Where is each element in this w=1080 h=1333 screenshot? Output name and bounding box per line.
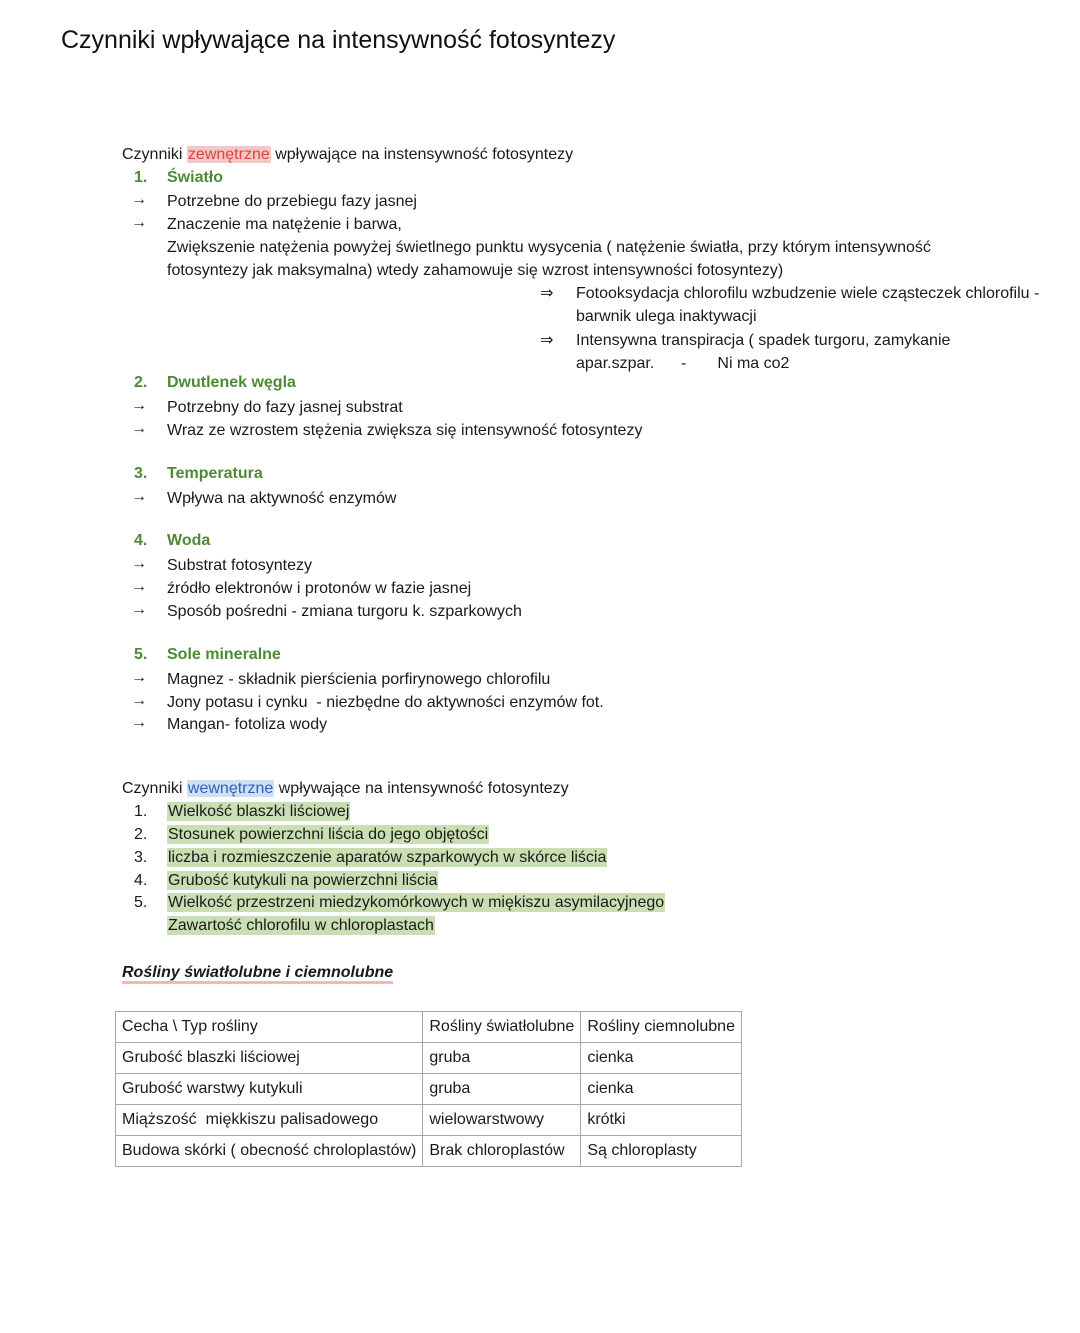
page-title: Czynniki wpływające na intensywność fotosyntezy [61, 26, 616, 54]
intro-prefix: Czynniki [122, 780, 183, 797]
factor-number: 1. [134, 169, 148, 186]
table-cell: krótki [581, 1105, 742, 1136]
intro-suffix: wpływające na instensywność fotosyntezy [275, 146, 574, 163]
table-cell: Budowa skórki ( obecność chroloplastów) [116, 1136, 423, 1167]
effect-item: apar.szpar. - Ni ma co2 [576, 355, 790, 372]
list-item: Potrzebny do fazy jasnej substrat [167, 399, 403, 416]
external-intro [122, 146, 573, 164]
table-cell: Brak chloroplastów [423, 1136, 581, 1167]
list-item [167, 803, 350, 821]
arrow-icon: → [131, 714, 147, 731]
table-cell: wielowarstwowy [423, 1105, 581, 1136]
table-row [116, 1074, 742, 1105]
table-header-cell: Rośliny ciemnolubne [581, 1012, 742, 1043]
arrow-icon: → [131, 692, 147, 709]
double-arrow-icon: ⇒ [540, 332, 554, 349]
highlighted-text: Grubość kutykuli na powierzchni liścia [168, 872, 438, 889]
table-header-row [116, 1012, 742, 1043]
list-item: Zwiększenie natężenia powyżej świetlnego punktu wysycenia ( natężenie światła, przy którym intensywność [167, 239, 931, 256]
arrow-icon: → [131, 488, 147, 505]
list-item: Potrzebne do przebiegu fazy jasnej [167, 193, 417, 210]
section-heading [122, 964, 393, 982]
factor-temperature-heading: Temperatura [167, 465, 263, 482]
heading-text: Rośliny światłolubne i ciemnolubne [122, 964, 393, 984]
table-header-cell: Rośliny światłolubne [423, 1012, 581, 1043]
comparison-table [115, 1011, 742, 1167]
list-item: źródło elektronów i protonów w fazie jasnej [167, 580, 472, 597]
list-item: fotosyntezy jak maksymalna) wtedy zahamowuje się wzrost intensywności fotosyntezy) [167, 262, 784, 279]
arrow-icon: → [131, 214, 147, 231]
arrow-icon: → [131, 578, 147, 595]
table-cell: cienka [581, 1074, 742, 1105]
arrow-icon: → [131, 191, 147, 208]
highlight-external: zewnętrzne [187, 146, 270, 163]
table-header-cell: Cecha \ Typ rośliny [116, 1012, 423, 1043]
item-number: 2. [134, 826, 148, 843]
arrow-icon: → [131, 601, 147, 618]
factor-number: 3. [134, 465, 148, 482]
list-item [167, 894, 665, 912]
table-cell: Miąższość miękkiszu palisadowego [116, 1105, 423, 1136]
list-item: Mangan- fotoliza wody [167, 716, 328, 733]
factor-co2-heading: Dwutlenek węgla [167, 374, 296, 391]
list-item: Jony potasu i cynku - niezbędne do aktywności enzymów fot. [167, 694, 604, 711]
double-arrow-icon: ⇒ [540, 285, 554, 302]
item-number: 4. [134, 872, 148, 889]
factor-number: 5. [134, 646, 148, 663]
intro-prefix: Czynniki [122, 146, 183, 163]
list-item: Sposób pośredni - zmiana turgoru k. szparkowych [167, 603, 522, 620]
highlighted-text: Wielkość blaszki liściowej [168, 803, 350, 820]
table-row [116, 1043, 742, 1074]
factor-number: 2. [134, 374, 148, 391]
item-number: 1. [134, 803, 148, 820]
factor-number: 4. [134, 532, 148, 549]
list-item: Magnez - składnik pierścienia porfirynowego chlorofilu [167, 671, 551, 688]
table-cell: Grubość blaszki liściowej [116, 1043, 423, 1074]
effect-item: Fotooksydacja chlorofilu wzbudzenie wiele cząsteczek chlorofilu - [576, 285, 1040, 302]
factor-light-heading: Światło [167, 169, 224, 186]
table-row [116, 1136, 742, 1167]
arrow-icon: → [131, 420, 147, 437]
arrow-icon: → [131, 397, 147, 414]
highlighted-text: Wielkość przestrzeni miedzykomórkowych w miękiszu asymilacyjnego [168, 894, 665, 911]
internal-intro [122, 780, 569, 798]
list-item [167, 872, 438, 890]
list-item [167, 917, 435, 935]
intro-suffix: wpływające na intensywność fotosyntezy [278, 780, 569, 797]
list-item: Substrat fotosyntezy [167, 557, 312, 574]
item-number: 3. [134, 849, 148, 866]
list-item: Znaczenie ma natężenie i barwa, [167, 216, 402, 233]
table-row [116, 1105, 742, 1136]
highlighted-text: liczba i rozmieszczenie aparatów szparkowych w skórce liścia [168, 849, 607, 866]
table-cell: Grubość warstwy kutykuli [116, 1074, 423, 1105]
arrow-icon: → [131, 669, 147, 686]
list-item: Wraz ze wzrostem stężenia zwiększa się intensywność fotosyntezy [167, 422, 643, 439]
table-cell: cienka [581, 1043, 742, 1074]
table-cell: gruba [423, 1043, 581, 1074]
effect-item: Intensywna transpiracja ( spadek turgoru, zamykanie [576, 332, 951, 349]
table-cell: Są chloroplasty [581, 1136, 742, 1167]
list-item [167, 849, 607, 867]
item-number: 5. [134, 894, 148, 911]
list-item: Wpływa na aktywność enzymów [167, 490, 397, 507]
arrow-icon: → [131, 555, 147, 572]
highlighted-text: Stosunek powierzchni liścia do jego objętości [168, 826, 489, 843]
table-cell: gruba [423, 1074, 581, 1105]
effect-item: barwnik ulega inaktywacji [576, 308, 757, 325]
list-item [167, 826, 489, 844]
factor-salts-heading: Sole mineralne [167, 646, 281, 663]
highlight-internal: wewnętrzne [187, 780, 274, 797]
highlighted-text: Zawartość chlorofilu w chloroplastach [168, 917, 434, 934]
factor-water-heading: Woda [167, 532, 211, 549]
